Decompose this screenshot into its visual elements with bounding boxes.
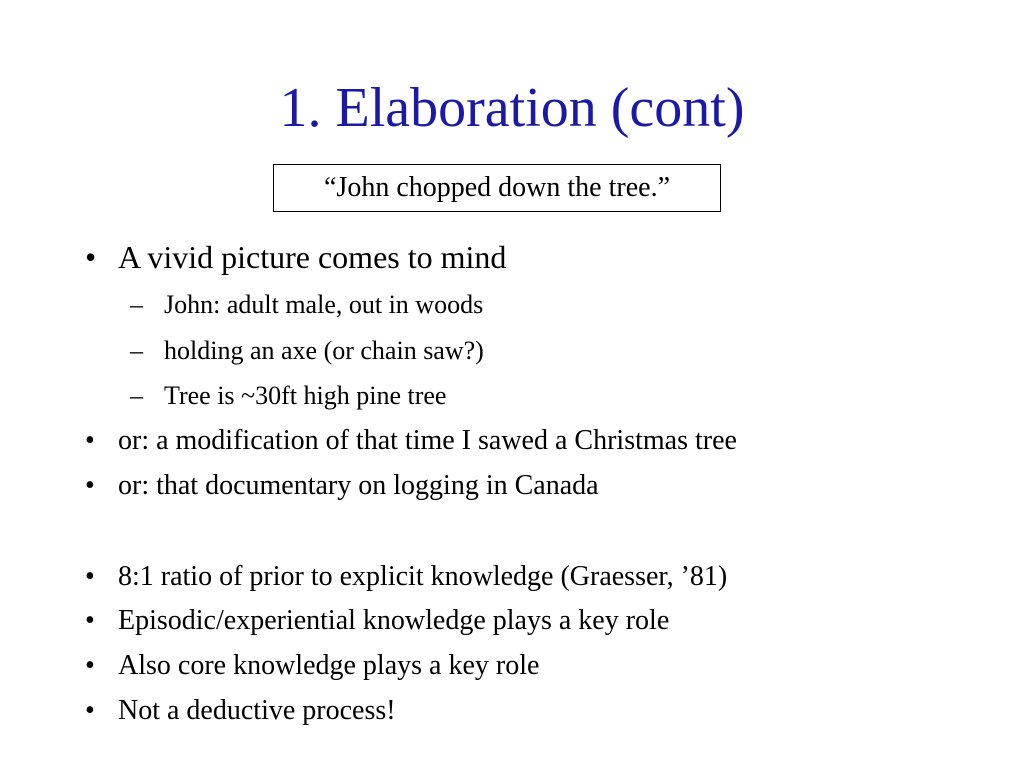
- bullet-text: A vivid picture comes to mind: [118, 239, 507, 275]
- sub-bullet-text: Tree is ~30ft high pine tree: [164, 381, 447, 410]
- bullet-item: [85, 648, 540, 684]
- bullet-marker: •: [85, 695, 95, 726]
- sub-bullet-item: [130, 288, 484, 322]
- bullet-item: [85, 603, 670, 639]
- bullet-marker: •: [85, 605, 95, 636]
- sub-bullet-text: holding an axe (or chain saw?): [164, 336, 484, 365]
- bullet-text: Not a deductive process!: [118, 695, 396, 726]
- sub-bullet-item: [130, 334, 484, 368]
- dash-marker: –: [130, 336, 143, 365]
- bullet-text: or: a modification of that time I sawed a Christmas tree: [118, 425, 737, 456]
- bullet-marker: •: [85, 239, 97, 275]
- bullet-marker: •: [85, 650, 95, 681]
- bullet-item: [85, 468, 599, 504]
- bullet-marker: •: [85, 470, 95, 501]
- dash-marker: –: [130, 381, 143, 410]
- bullet-text: or: that documentary on logging in Canada: [118, 470, 599, 501]
- dash-marker: –: [130, 290, 143, 319]
- bullet-item: [85, 237, 507, 277]
- bullet-marker: •: [85, 425, 95, 456]
- quote-box: “John chopped down the tree.”: [273, 164, 721, 212]
- bullet-text: 8:1 ratio of prior to explicit knowledge (Graesser, ’81): [118, 561, 728, 592]
- bullet-text: Episodic/experiential knowledge plays a key role: [118, 605, 670, 636]
- bullet-marker: •: [85, 561, 95, 592]
- sub-bullet-text: John: adult male, out in woods: [164, 290, 484, 319]
- bullet-item: [85, 693, 396, 729]
- slide-title: 1. Elaboration (cont): [279, 77, 745, 139]
- bullet-item: [85, 559, 728, 595]
- bullet-text: Also core knowledge plays a key role: [118, 650, 540, 681]
- sub-bullet-item: [130, 379, 447, 413]
- bullet-item: [85, 423, 737, 459]
